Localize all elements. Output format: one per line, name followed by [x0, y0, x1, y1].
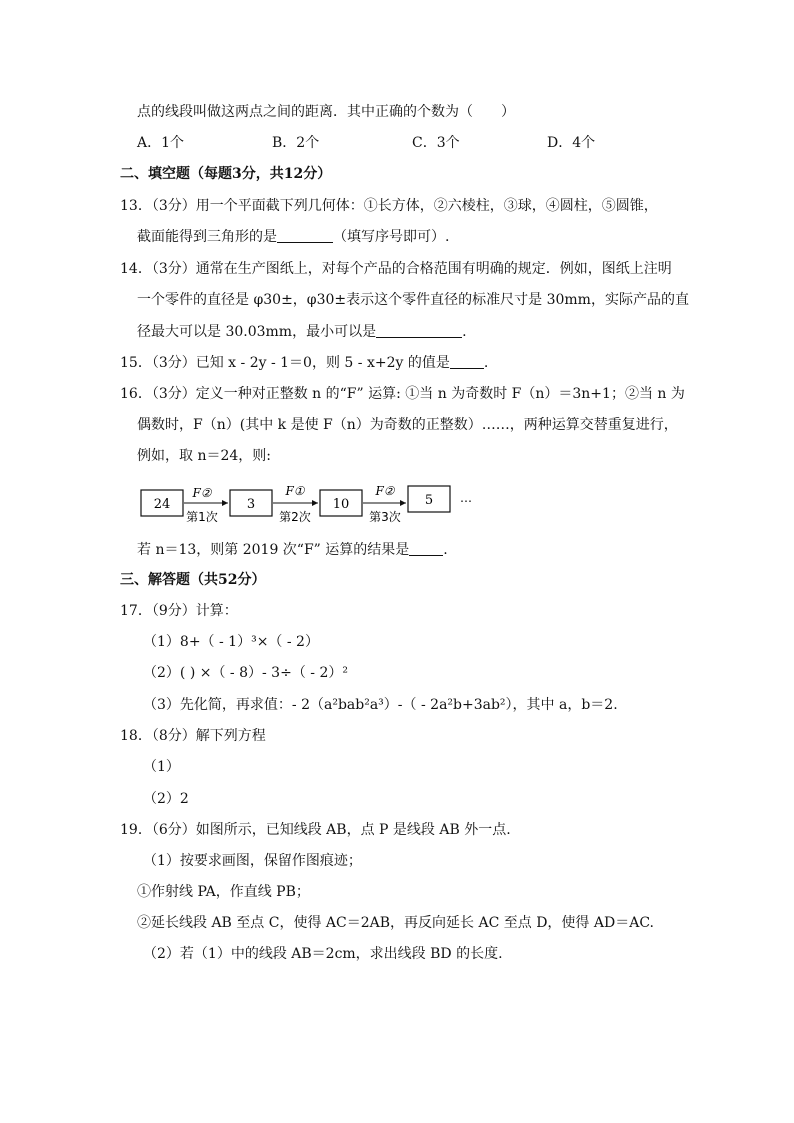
f-operation-diagram	[140, 480, 480, 530]
q14-suffix: .	[462, 324, 467, 340]
q14-line3	[137, 322, 467, 342]
diagram-box-4-value: 5	[424, 493, 434, 508]
diagram-box-3-value: 10	[332, 497, 350, 512]
q12-tail: 点的线段叫做这两点之间的距离．其中正确的个数为（ ）	[137, 104, 515, 120]
diagram-arrowhead-2	[312, 500, 318, 506]
q17-part2: （2）( ) ×（ - 8）- 3÷（ - 2）²	[143, 665, 348, 681]
q16-answer-blank[interactable]	[409, 541, 443, 556]
q19-step1: ①作射线 PA，作直线 PB；	[137, 884, 310, 900]
q15-line	[120, 353, 488, 373]
q19-part1: （1）按要求画图，保留作图痕迹；	[143, 853, 362, 869]
section-solve-heading: 三、解答题（共52分）	[120, 572, 266, 588]
diagram-op-1: F②	[192, 486, 212, 500]
q13-answer-blank[interactable]	[277, 228, 333, 243]
q16-line3: 例如，取 n＝24，则:	[137, 448, 271, 464]
diagram-op-2: F①	[285, 484, 305, 498]
q13-suffix: （填写序号即可）.	[333, 229, 450, 245]
q19-part2: （2）若（1）中的线段 AB＝2cm，求出线段 BD 的长度.	[143, 946, 503, 962]
diagram-ellipsis: …	[460, 491, 472, 505]
q14-answer-blank[interactable]	[376, 323, 462, 338]
q18-title: 18．（8分）解下列方程	[120, 728, 266, 744]
q12-option-a: A．1个	[137, 135, 185, 151]
q16-line1: 16．（3分）定义一种对正整数 n 的“F” 运算: ①当 n 为奇数时 F（n）＝3n+1；②当 n 为	[120, 386, 685, 402]
q17-title: 17．（9分）计算：	[120, 603, 238, 619]
q15-prompt: 15．（3分）已知 x - 2y - 1＝0，则 5 - x+2y 的值是	[120, 355, 450, 371]
diagram-arrowhead-3	[400, 500, 406, 506]
q16-line4	[137, 540, 448, 560]
q14-prompt: 径最大可以是 30.03mm，最小可以是	[137, 324, 377, 340]
q14-line2: 一个零件的直径是 φ30±，φ30±表示这个零件直径的标准尺寸是 30mm，实际产品的直	[137, 292, 689, 308]
q18-part1: （1）	[143, 759, 180, 775]
diagram-arrowhead-1	[222, 500, 228, 506]
q18-part2: （2）2	[143, 791, 189, 807]
q13-line2	[137, 227, 449, 247]
diagram-op-3: F②	[375, 484, 395, 498]
q13-line1: 13．（3分）用一个平面截下列几何体：①长方体，②六棱柱，③球，④圆柱，⑤圆锥，	[120, 198, 658, 214]
section-fill-blank-heading: 二、填空题（每题3分，共12分）	[120, 166, 332, 182]
q16-line2: 偶数时，F（n）(其中 k 是使 F（n）为奇数的正整数）……，两种运算交替重复进行，	[137, 417, 678, 433]
diagram-box-2-value: 3	[246, 497, 256, 512]
diagram-box-1-value: 24	[153, 497, 171, 512]
q12-option-b: B．2个	[272, 135, 320, 151]
q12-option-c: C．3个	[412, 135, 460, 151]
q17-part1: （1）8+（ - 1）³×（ - 2）	[143, 634, 319, 650]
diagram-step-2: 第2次	[279, 510, 311, 524]
q19-title: 19．（6分）如图所示，已知线段 AB，点 P 是线段 AB 外一点.	[120, 822, 511, 838]
q19-step2: ②延长线段 AB 至点 C，使得 AC＝2AB，再反向延长 AC 至点 D，使得 AD＝AC.	[137, 915, 654, 931]
q12-option-d: D．4个	[547, 135, 596, 151]
q15-suffix: .	[483, 355, 489, 371]
q17-part3: （3）先化简，再求值：- 2（a²bab²a³）-（ - 2a²b+3ab²），其中 a，b＝2.	[143, 697, 618, 713]
q16-suffix: .	[443, 542, 448, 558]
q14-line1: 14．（3分）通常在生产图纸上，对每个产品的合格范围有明确的规定．例如，图纸上注明	[120, 261, 672, 277]
q16-prompt: 若 n＝13，则第 2019 次“F” 运算的结果是	[137, 542, 410, 558]
q13-prompt: 截面能得到三角形的是	[137, 229, 277, 245]
diagram-step-3: 第3次	[369, 510, 401, 524]
q15-answer-blank[interactable]	[450, 354, 484, 369]
diagram-step-1: 第1次	[186, 510, 218, 524]
